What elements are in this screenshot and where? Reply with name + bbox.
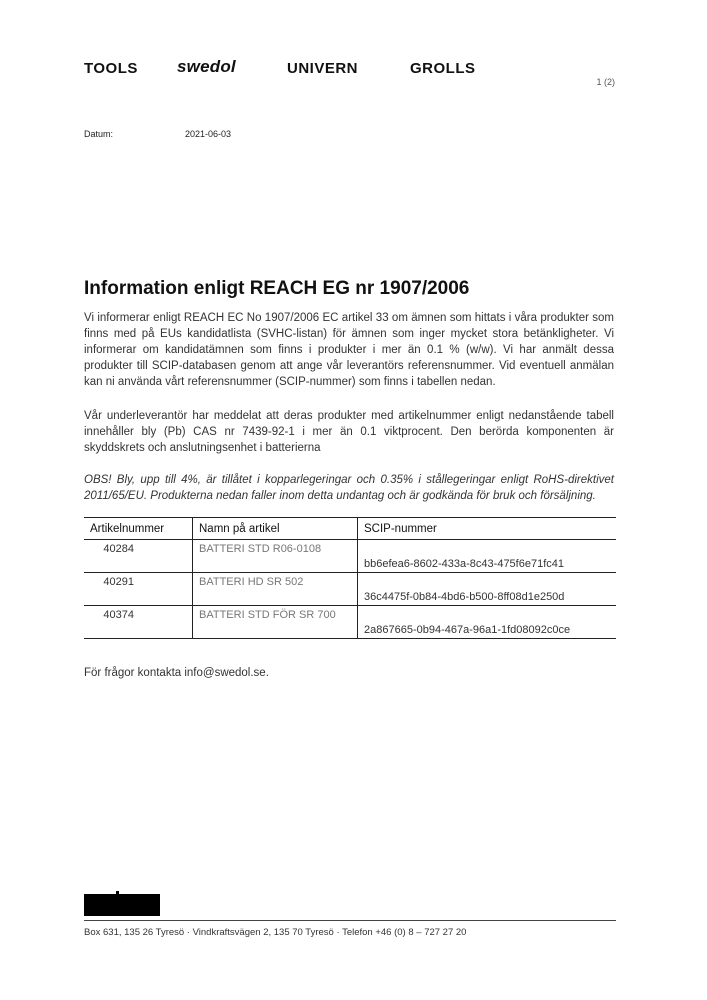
header-name: Namn på artikel <box>193 518 358 540</box>
intro-paragraph: Vi informerar enligt REACH EC No 1907/2006 EC artikel 33 om ämnen som hittats i våra produkter som finns med på EUs kandidatlista (SVHC-listan) för ämnen som inger mycket stora betänkligheter. Vi informerar om kandidatämnen som finns i produkter i mer än 0.1 % (w/w). Vi har anmält dessa produkter till SCIP-databasen genom att ange vår leverantörs referensnummer. Vid eventuell anmälan kan ni använda vårt referensnummer (SCIP-nummer) som finns i tabellen nedan. <box>84 312 614 388</box>
scip-number: 36c4475f-0b84-4bd6-b500-8ff08d1e250d <box>358 573 617 606</box>
rohs-note: OBS! Bly, upp till 4%, är tillåtet i kopparlegeringar och 0.35% i stållegeringar enligt RoHS-direktivet 2011/65/EU. Produkterna nedan faller inom detta undantag och är godkända för bruk och försäljning. <box>84 474 614 502</box>
article-number: 40291 <box>84 573 193 606</box>
contact-text: För frågor kontakta info@swedol.se. <box>84 667 269 679</box>
header-scip: SCIP-nummer <box>358 518 617 540</box>
page-number: 1 (2) <box>596 77 615 87</box>
scip-number: bb6efea6-8602-433a-8c43-475f6e71fc41 <box>358 540 617 573</box>
table-row <box>84 606 616 639</box>
logo-swedol: swedol <box>177 57 236 76</box>
footer-address: Box 631, 135 26 Tyresö · Vindkraftsvägen 2, 135 70 Tyresö · Telefon +46 (0) 8 – 727 27 20 <box>84 927 467 938</box>
article-number: 40374 <box>84 606 193 639</box>
page-title: Information enligt REACH EG nr 1907/2006 <box>84 278 470 299</box>
footer-logo-block <box>84 894 160 916</box>
article-number: 40284 <box>84 540 193 573</box>
table-header-row <box>84 518 616 540</box>
logo-tools: TOOLS <box>84 60 138 77</box>
article-name: BATTERI HD SR 502 <box>193 573 358 606</box>
scip-number: 2a867665-0b94-467a-96a1-1fd08092c0ce <box>358 606 617 639</box>
articles-table <box>84 517 616 639</box>
footer-divider <box>84 920 616 921</box>
article-name: BATTERI STD FÖR SR 700 <box>193 606 358 639</box>
date-label: Datum: <box>84 129 114 139</box>
footer-logo-notch <box>116 891 119 899</box>
table-row <box>84 540 616 573</box>
logo-univern: UNIVERN <box>287 60 359 77</box>
supplier-paragraph: Vår underleverantör har meddelat att deras produkter med artikelnummer enligt nedanstående tabell innehåller bly (Pb) CAS nr 7439-92-1 i mer än 0.1 viktprocent. Den berörda komponenten är skyddskrets och anslutningsenhet i batterierna <box>84 410 614 454</box>
logo-grolls: GROLLS <box>410 60 476 77</box>
table-row <box>84 573 616 606</box>
date-value: 2021-06-03 <box>185 129 232 139</box>
header-article: Artikelnummer <box>84 518 193 540</box>
article-name: BATTERI STD R06-0108 <box>193 540 358 573</box>
